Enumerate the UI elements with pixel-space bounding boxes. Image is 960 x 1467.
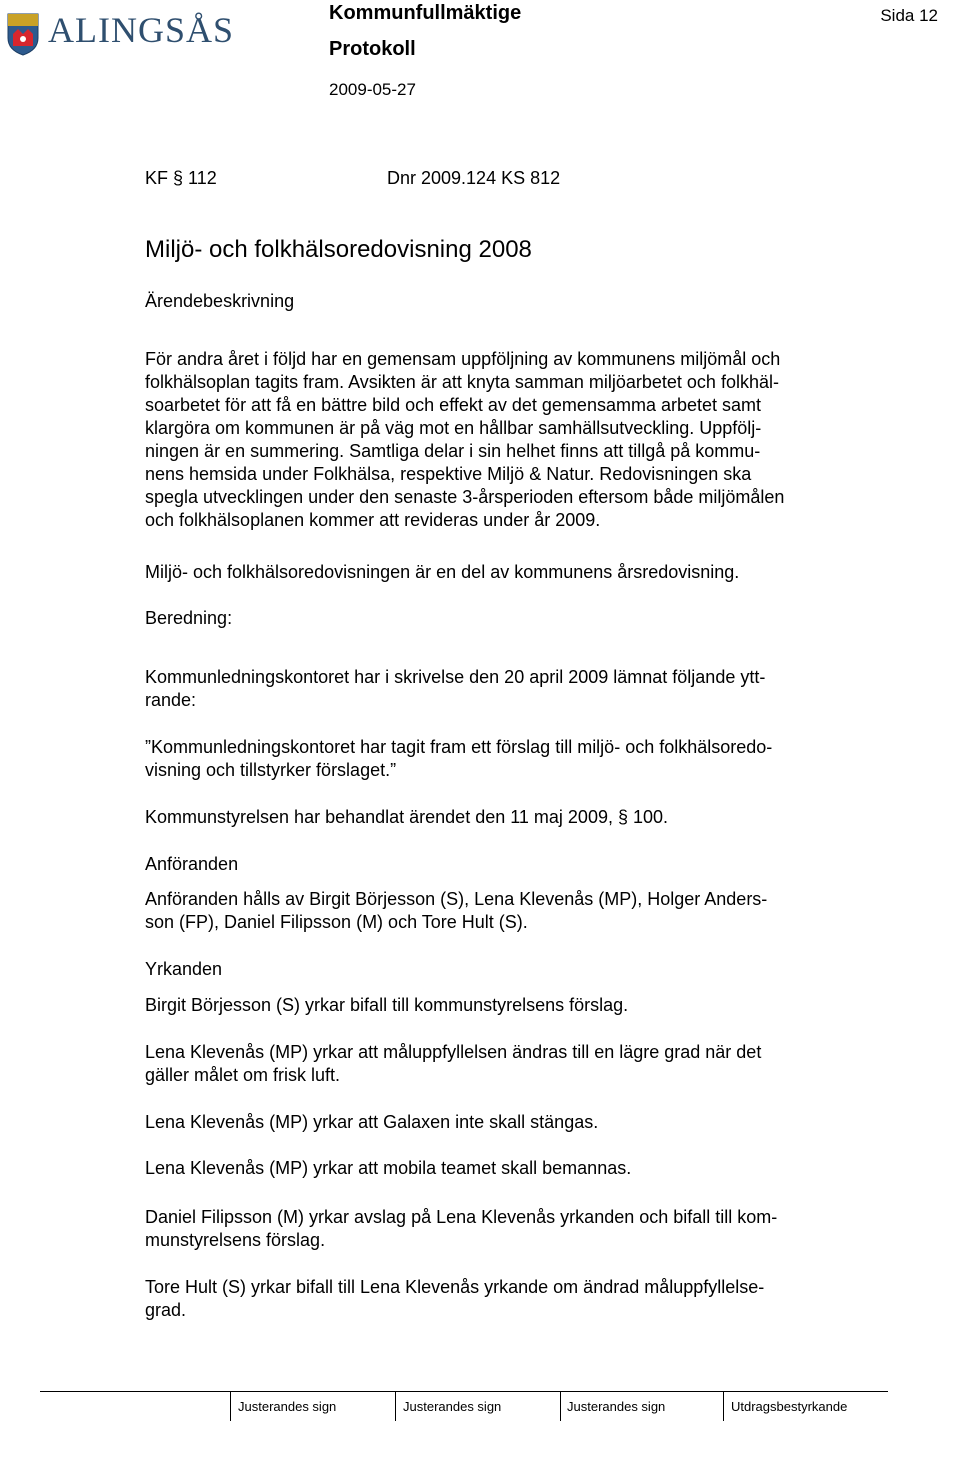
section-heading-yrkanden: Yrkanden [145,959,223,979]
meeting-date: 2009-05-27 [329,80,416,99]
arendebeskrivning-summary: Miljö- och folkhälsoredovisningen är en del av kommunens årsredovisning. [145,562,740,582]
yrkande-item: Birgit Börjesson (S) yrkar bifall till kommunstyrelsens förslag. [145,995,629,1015]
section-heading-beredning: Beredning: [145,608,233,628]
yrkande-item: Lena Klevenås (MP) yrkar att Galaxen inte skall stängas. [145,1112,599,1132]
yrkande-item: Tore Hult (S) yrkar bifall till Lena Klevenås yrkande om ändrad måluppfyllelse- grad. [145,1277,765,1320]
section-heading-anforanden: Anföranden [145,854,239,874]
footer-separator [723,1391,724,1421]
page-number: Sida 12 [880,6,938,25]
beredning-paragraph: Kommunledningskontoret har i skrivelse den 20 april 2009 lämnat följande ytt- rande: [145,667,766,710]
beredning-ks: Kommunstyrelsen har behandlat ärendet den 11 maj 2009, § 100. [145,807,669,827]
justerandes-sign-2: Justerandes sign [403,1399,502,1414]
doc-type: Protokoll [329,38,416,60]
justerandes-sign-1: Justerandes sign [238,1399,337,1414]
page-title: Miljö- och folkhälsoredovisning 2008 [145,236,532,263]
logo-text: ALINGSÅS [48,10,235,50]
footer-separator [230,1391,231,1421]
coat-of-arms-icon [6,12,40,56]
yrkande-item: Daniel Filipsson (M) yrkar avslag på Lena Klevenås yrkanden och bifall till kom- munstyrelsens förslag. [145,1207,778,1250]
org-name: Kommunfullmäktige [329,2,522,24]
utdragsbestyrkande: Utdragsbestyrkande [731,1399,848,1414]
arendebeskrivning-paragraph: För andra året i följd har en gemensam uppföljning av kommunens miljömål och folkhälsoplan tagits fram. Avsikten är att knyta samman miljöarbetet och folkhäl- soarbetet för att få en bättre bild och effekt av det gemensamma arbetet samt klargöra om kommunen är på väg mot en hållbar samhällsutveckling. Uppfölj- ningen är en summering. Samtliga delar i sin helhet finns att tillgå på kommu- nens hemsida under Folkhälsa, respektive Miljö & Natur. Redovisningen ska spegla utvecklingen under den senaste 3-årsperioden eftersom både miljömålen och folkhälsoplanen kommer att revideras under år 2009. [145,349,785,530]
dnr-number: Dnr 2009.124 KS 812 [387,168,561,188]
yrkande-item: Lena Klevenås (MP) yrkar att måluppfyllelsen ändras till en lägre grad när det gäller målet om frisk luft. [145,1042,762,1085]
yrkande-item: Lena Klevenås (MP) yrkar att mobila teamet skall bemannas. [145,1158,632,1178]
footer-divider [40,1391,888,1392]
alingsas-logo [6,8,256,60]
section-heading-arendebeskrivning: Ärendebeskrivning [145,291,295,311]
footer-separator [560,1391,561,1421]
footer-separator [395,1391,396,1421]
justerandes-sign-3: Justerandes sign [567,1399,666,1414]
kf-number: KF § 112 [145,168,217,188]
beredning-quote: ”Kommunledningskontoret har tagit fram ett förslag till miljö- och folkhälsoredo- visning och tillstyrker förslaget.” [145,737,773,780]
anforanden-paragraph: Anföranden hålls av Birgit Börjesson (S), Lena Klevenås (MP), Holger Anders- son (FP), Daniel Filipsson (M) och Tore Hult (S). [145,889,768,932]
